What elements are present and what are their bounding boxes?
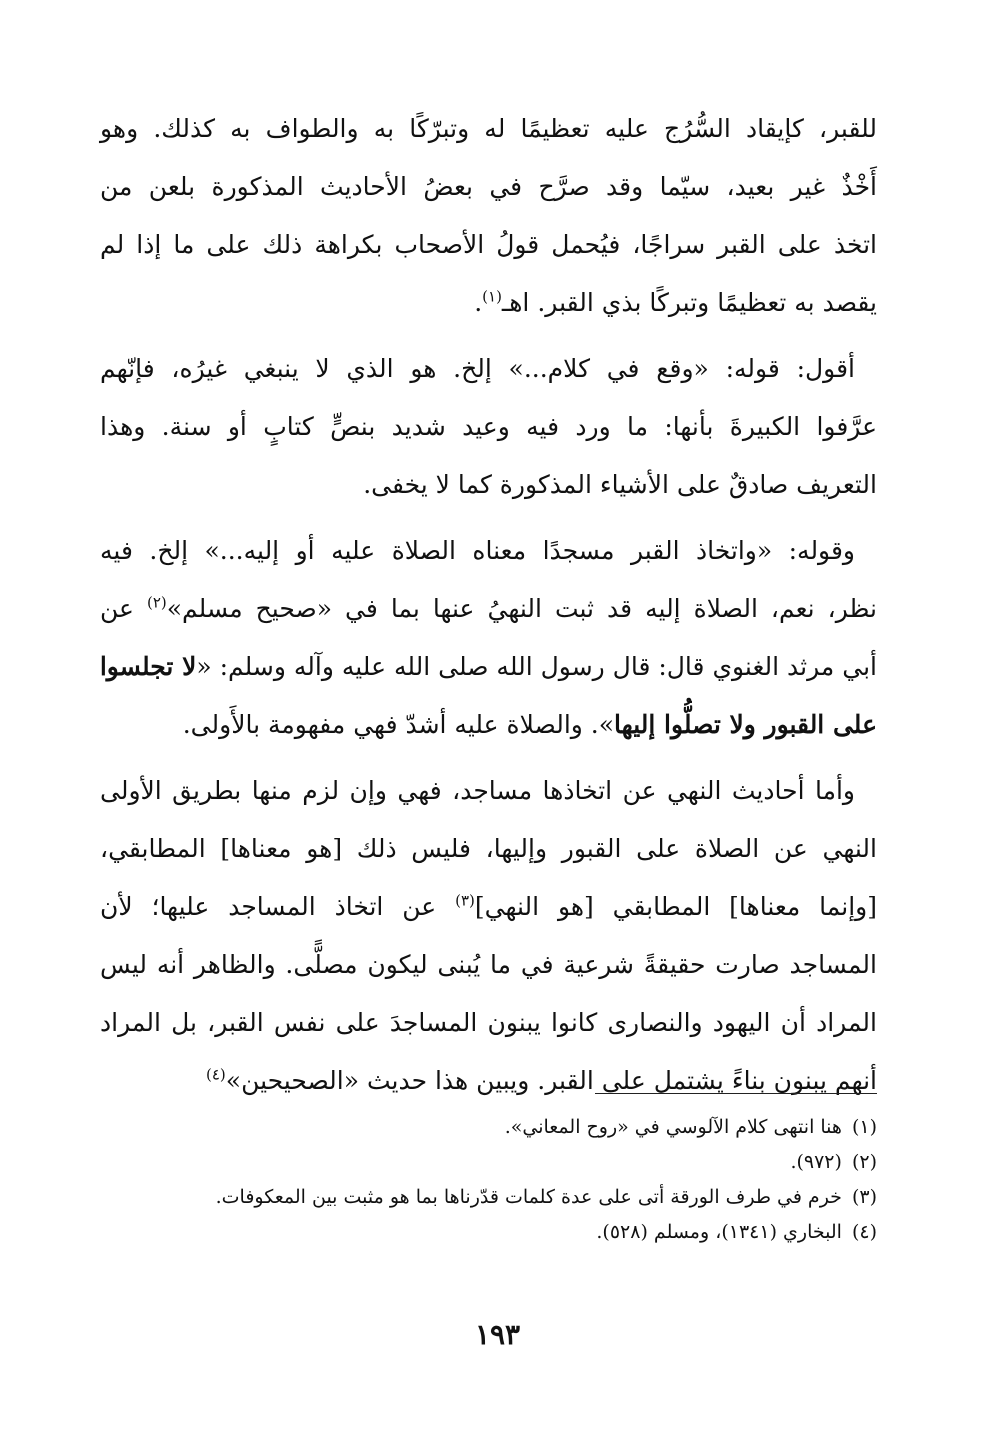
footnote-ref[interactable]: (٣) (455, 891, 475, 910)
text-line: أَخْذٌ غير بعيد، سيّما وقد صرَّح في بعضُ الأحاديث المذكورة بلعن من (100, 172, 877, 201)
footnote-text: البخاري (١٣٤١)، ومسلم (٥٢٨). (596, 1221, 842, 1243)
footnote-ref[interactable]: (٢) (146, 593, 167, 612)
text-line (100, 1052, 877, 1110)
text-line: وأما أحاديث النهي عن اتخاذها مساجد، فهي وإن لزم منها بطريق الأولى (100, 776, 855, 805)
footnote-number: (٤) (851, 1221, 877, 1243)
footnotes (100, 1110, 877, 1250)
text-line: أقول: قوله: «وقع في كلام...» إلخ. هو الذي لا ينبغي غيرُه، فإنّهم (100, 354, 855, 383)
text-segment: عن اتخاذ المساجد عليها؛ لأن (100, 892, 456, 921)
text-line: المراد أن اليهود والنصارى كانوا يبنون المساجدَ على نفس القبر، بل المراد (100, 1008, 877, 1037)
text-line: وقوله: «واتخاذ القبر مسجدًا معناه الصلاة عليه أو إليه...» إلخ. فيه (100, 536, 855, 565)
text-segment: . (474, 288, 483, 317)
footnote-item (100, 1215, 877, 1250)
text-segment: ». والصلاة عليه أشدّ فهي مفهومة بالأَولى. (182, 710, 615, 739)
footnote-text: (٩٧٢). (790, 1151, 842, 1173)
text-line (100, 638, 877, 696)
text-line (100, 580, 877, 638)
text-line (100, 696, 877, 754)
text-line (100, 274, 877, 332)
text-segment: عن (100, 594, 147, 623)
paragraph-4 (100, 762, 877, 1110)
footnote-ref[interactable]: (٤) (206, 1065, 226, 1084)
hadith-text: على القبور ولا تصلُّوا إليها (614, 710, 877, 739)
text-line: للقبر، كإيقاد السُّرُج عليه تعظيمًا له وتبرّكًا به والطواف به كذلك. وهو (100, 114, 877, 143)
text-segment: أبي مرثد الغنوي قال: قال رسول الله صلى الله عليه وآله وسلم: « (196, 652, 877, 681)
footnote-text: هنا انتهى كلام الآلوسي في «روح المعاني». (504, 1116, 842, 1138)
text-line: النهي عن الصلاة على القبور وإليها، فليس ذلك [هو معناها] المطابقي، (100, 834, 877, 863)
text-line: المساجد صارت حقيقةً شرعية في ما يُبنى ليكون مصلًّى. والظاهر أنه ليس (100, 950, 877, 979)
text-segment: أنهم يبنون بناءً يشتمل على القبر. ويبين هذا حديث «الصحيحين» (225, 1066, 877, 1095)
hadith-text: لا تجلسوا (99, 652, 197, 681)
text-segment: يقصد به تعظيمًا وتبركًا بذي القبر. اهـ (501, 288, 877, 317)
footnote-ref[interactable]: (١) (482, 287, 502, 306)
footnote-number: (٢) (851, 1151, 877, 1173)
paragraph-1 (100, 100, 877, 332)
footnote-number: (١) (851, 1116, 877, 1138)
paragraph-3 (100, 522, 877, 754)
text-segment: [وإنما معناها] المطابقي [هو النهي] (474, 892, 877, 921)
text-line: عرَّفوا الكبيرةَ بأنها: ما ورد فيه وعيد شديد بنصٍّ كتابٍ أو سنة. وهذا (100, 412, 877, 441)
page-body (100, 100, 877, 1118)
text-line: اتخذ على القبر سراجًا، فيُحمل قولُ الأصحاب بكراهة ذلك على ما إذا لم (100, 230, 877, 259)
paragraph-2 (100, 340, 877, 514)
text-line (100, 878, 877, 936)
footnote-item (100, 1180, 877, 1215)
footnote-separator (595, 1093, 877, 1094)
footnote-text: خرم في طرف الورقة أتى على عدة كلمات قدّرناها بما هو مثبت بين المعكوفات. (215, 1186, 842, 1208)
footnote-item (100, 1110, 877, 1145)
footnote-number: (٣) (851, 1186, 877, 1208)
text-line: التعريف صادقٌ على الأشياء المذكورة كما لا يخفى. (363, 470, 877, 499)
footnote-item (100, 1145, 877, 1180)
page-number: ١٩٣ (474, 1318, 521, 1351)
text-segment: نظر، نعم، الصلاة إليه قد ثبت النهيُ عنها بما في «صحيح مسلم» (166, 594, 877, 623)
